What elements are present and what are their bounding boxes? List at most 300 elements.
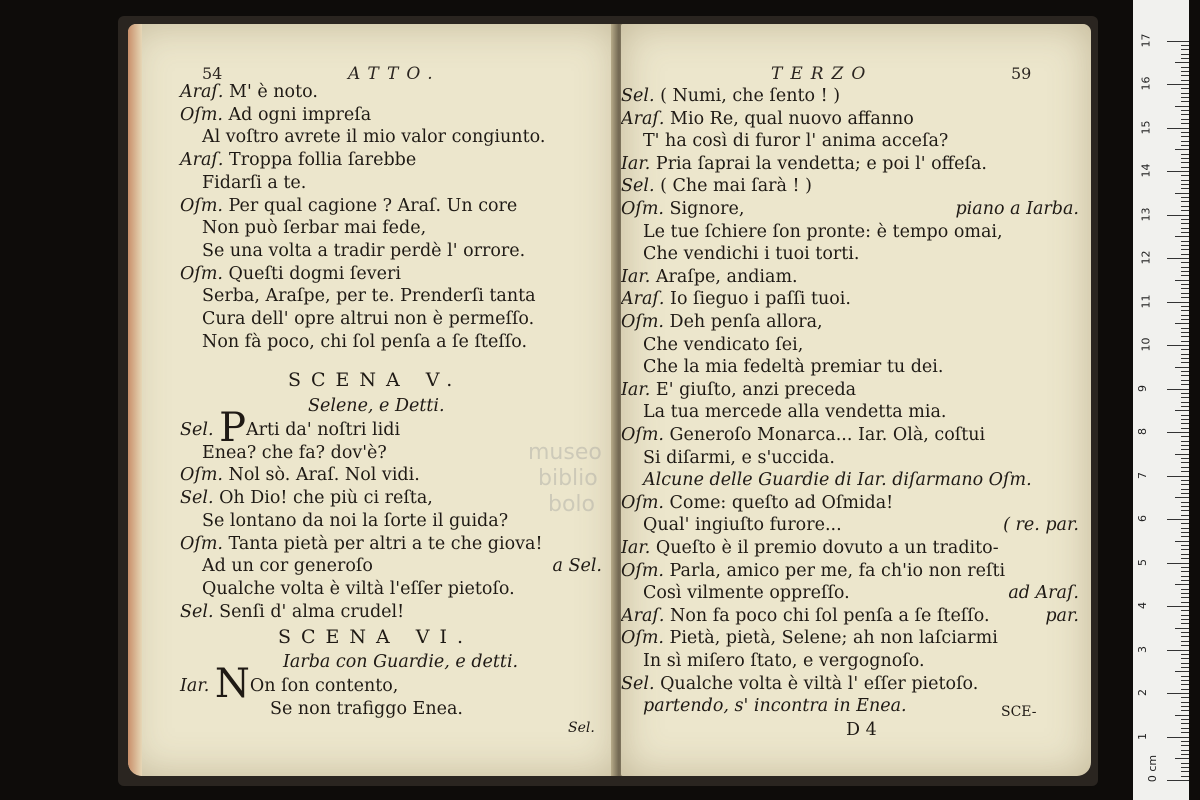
ruler-tick	[1181, 341, 1189, 342]
ruler-tick	[1181, 536, 1189, 537]
ruler-tick	[1181, 371, 1189, 372]
verse-line	[202, 218, 426, 238]
ruler-tick	[1181, 306, 1189, 307]
ruler-tick	[1167, 737, 1189, 738]
ruler-tick	[1167, 563, 1189, 564]
ruler-tick	[1181, 449, 1189, 450]
ruler-tick	[1181, 275, 1189, 276]
right-page	[621, 24, 1091, 776]
ruler-tick	[1175, 410, 1189, 411]
ruler-tick	[1181, 45, 1189, 46]
ruler-number: 7	[1136, 471, 1149, 479]
verse-line	[621, 493, 893, 513]
scene-cast-5: Selene, e Detti.	[308, 396, 445, 416]
ruler-tick	[1167, 650, 1189, 651]
speaker-label: Oſm.	[621, 492, 670, 513]
ruler-tick	[1181, 101, 1189, 102]
ruler-tick	[1181, 75, 1189, 76]
verse-line	[180, 534, 542, 554]
ruler-number: 11	[1139, 294, 1153, 308]
ruler-number: 4	[1136, 602, 1149, 609]
ruler-tick	[1175, 323, 1189, 324]
speaker-label: Araſ.	[621, 108, 671, 129]
verse-line	[202, 241, 525, 261]
ruler-tick	[1181, 271, 1189, 272]
ruler-tick	[1181, 506, 1189, 507]
verse-line	[202, 511, 508, 531]
ruler-tick	[1175, 62, 1189, 63]
speaker-label: Sel.	[621, 86, 661, 106]
line-text: Le tue ſchiere ſon pronte: è tempo omai,	[643, 221, 1003, 242]
ruler-tick	[1181, 206, 1189, 207]
ruler-number: 2	[1136, 689, 1149, 696]
ruler-tick	[1181, 88, 1189, 89]
ruler-tick	[1181, 380, 1189, 381]
ruler-tick	[1181, 132, 1189, 133]
line-text: Pria ſaprai la vendetta; e poi l' offeſa.	[655, 153, 987, 174]
verse-line	[621, 109, 914, 129]
ruler-tick	[1181, 602, 1189, 603]
speaker-label: Araſ.	[180, 150, 230, 171]
line-text: Troppa follia ſarebbe	[229, 150, 417, 171]
ruler-number: 1	[1136, 732, 1149, 740]
verse-line	[643, 448, 835, 468]
ruler-number: 8	[1136, 428, 1149, 435]
scene-heading-6: SCENA VI.	[278, 626, 474, 648]
ruler-number: 5	[1136, 558, 1149, 566]
verse-line	[180, 82, 318, 102]
ruler-tick	[1175, 454, 1189, 455]
scene-heading-5: SCENA V.	[288, 369, 463, 391]
verse-line	[643, 335, 803, 355]
ruler-tick	[1181, 384, 1189, 385]
drop-capital: P	[219, 405, 246, 451]
ruler-tick	[1181, 201, 1189, 202]
speaker-label: Sel.	[180, 488, 220, 509]
line-text: Non può ſerbar mai fede,	[202, 218, 427, 239]
ruler-tick	[1181, 523, 1189, 524]
ruler-tick	[1181, 288, 1189, 289]
verse-line	[643, 696, 907, 716]
ruler-tick	[1181, 319, 1189, 320]
ruler-tick	[1181, 641, 1189, 642]
ruler-tick	[1181, 645, 1189, 646]
ruler-tick	[1181, 402, 1189, 403]
ruler-tick	[1181, 667, 1189, 668]
ruler-tick	[1181, 310, 1189, 311]
ruler-number: 9	[1136, 384, 1149, 392]
line-text: partendo, s' incontra in Enea.	[643, 696, 907, 717]
ruler-tick	[1181, 576, 1189, 577]
verse-line	[621, 267, 798, 287]
line-text: Generoſo Monarca... Iar. Olà, coſtui	[669, 425, 986, 445]
ruler-tick	[1181, 680, 1189, 681]
line-text: Così vilmente oppreſſo.	[643, 583, 850, 604]
verse-line	[180, 602, 404, 622]
stage-direction: par.	[1045, 605, 1079, 626]
speaker-label: Oſm.	[180, 263, 229, 284]
verse-line	[621, 176, 812, 196]
ruler-tick	[1167, 693, 1189, 694]
ruler-number: 3	[1136, 645, 1149, 653]
ruler-tick	[1181, 93, 1189, 94]
speaker-label: Araſ.	[180, 82, 230, 102]
ruler-tick	[1181, 528, 1189, 529]
ruler-tick	[1167, 258, 1189, 259]
line-text: Qual' ingiuſto furore...	[643, 515, 842, 536]
line-text: Mio Re, qual nuovo affanno	[670, 108, 914, 129]
speaker-label: Oſm.	[621, 560, 670, 581]
speaker-label: Araſ.	[621, 605, 671, 626]
ruler-tick	[1181, 428, 1189, 429]
speaker-label: Araſ.	[621, 289, 671, 310]
ruler-tick	[1181, 123, 1189, 124]
page-number-right: 59	[1011, 64, 1032, 83]
ruler-tick	[1175, 236, 1189, 237]
ruler-tick	[1167, 519, 1189, 520]
line-text: Se non trafiggo Enea.	[270, 699, 463, 719]
speaker-label: Iar.	[621, 266, 656, 287]
ruler-tick	[1181, 197, 1189, 198]
ruler-tick	[1167, 432, 1189, 433]
verse-line	[643, 131, 948, 151]
speaker-label: Iar.	[180, 676, 215, 696]
speaker-label: Oſm.	[180, 195, 229, 216]
ruler-tick	[1175, 758, 1189, 759]
ruler-tick	[1167, 171, 1189, 172]
ruler-tick	[1181, 328, 1189, 329]
watermark-line-3: bolo	[548, 492, 595, 517]
line-text: Io ſieguo i paſſi tuoi.	[670, 289, 851, 310]
ruler-tick	[1175, 628, 1189, 629]
ruler-tick	[1181, 776, 1189, 777]
ruler-tick	[1181, 480, 1189, 481]
verse-line	[621, 606, 990, 626]
ruler-tick	[1181, 549, 1189, 550]
speaker-label: Oſm.	[621, 199, 670, 219]
verse-line	[202, 309, 534, 329]
speaker-label: Oſm.	[180, 465, 229, 486]
ruler-tick	[1175, 280, 1189, 281]
ruler-tick	[1181, 393, 1189, 394]
line-text: M' è noto.	[229, 82, 318, 102]
line-text: In sì miſero ſtato, e vergognoſo.	[643, 651, 925, 671]
speaker-label: Oſm.	[621, 425, 670, 445]
ruler-tick	[1167, 84, 1189, 85]
verse-line	[202, 443, 387, 463]
verse-line	[180, 105, 371, 125]
ruler-tick	[1175, 584, 1189, 585]
ruler-tick	[1181, 619, 1189, 620]
ruler-tick	[1181, 284, 1189, 285]
speaker-label: Oſm.	[180, 104, 229, 125]
ruler-tick	[1181, 97, 1189, 98]
verse-line	[180, 488, 433, 508]
ruler-tick	[1167, 476, 1189, 477]
speaker-label: Iar.	[621, 379, 656, 400]
ruler-tick	[1181, 119, 1189, 120]
ruler-tick	[1181, 336, 1189, 337]
ruler-tick	[1181, 502, 1189, 503]
line-text: Cura dell' opre altrui non è permeſſo.	[202, 309, 535, 329]
drop-capital: N	[214, 661, 250, 707]
line-text: Fidarſi a te.	[202, 172, 307, 193]
ruler-tick	[1181, 145, 1189, 146]
ruler-tick	[1181, 293, 1189, 294]
ruler-tick	[1181, 136, 1189, 137]
ruler-tick	[1167, 128, 1189, 129]
ruler-tick	[1181, 741, 1189, 742]
line-text: Enea? che fa? dov'è?	[202, 442, 387, 463]
ruler-tick	[1181, 462, 1189, 463]
ruler-number: 14	[1139, 163, 1153, 178]
ruler-tick	[1167, 215, 1189, 216]
ruler-tick	[1181, 580, 1189, 581]
ruler-tick	[1175, 541, 1189, 542]
line-text: Non fà poco, chi ſol penſa a ſe ſteſſo.	[202, 331, 528, 352]
ruler-tick	[1181, 423, 1189, 424]
verse-line	[643, 470, 1032, 490]
ruler-tick	[1181, 554, 1189, 555]
line-text: Senſi d' alma crudel!	[219, 601, 405, 622]
ruler-tick	[1181, 362, 1189, 363]
page-number-left: 54	[202, 64, 223, 83]
line-text: On ſon contento,	[249, 676, 399, 696]
line-text: Non fa poco chi ſol penſa a ſe ſteſſo.	[670, 605, 990, 626]
catchword-left: Sel.	[568, 720, 595, 736]
ruler-tick	[1181, 141, 1189, 142]
speaker-label: Sel.	[180, 420, 220, 440]
ruler-tick	[1181, 545, 1189, 546]
ruler-tick	[1181, 750, 1189, 751]
ruler-number: 12	[1139, 250, 1153, 265]
ruler-tick	[1181, 358, 1189, 359]
ruler-tick	[1175, 497, 1189, 498]
ruler-tick	[1181, 210, 1189, 211]
ruler-tick	[1181, 232, 1189, 233]
ruler-tick	[1181, 354, 1189, 355]
speaker-label: Oſm.	[621, 628, 670, 649]
line-text: Che vendicato ſei,	[643, 334, 804, 355]
line-text: Si diſarmi, e s'uccida.	[643, 447, 835, 468]
line-text: Qualche volta è viltà l' eſſer pietoſo.	[660, 673, 979, 694]
ruler-tick	[1181, 676, 1189, 677]
verse-line	[643, 244, 859, 264]
line-text: E' giuſto, anzi preceda	[655, 379, 857, 400]
verse-line	[643, 651, 925, 671]
verse-line	[180, 661, 399, 707]
ruler-number: 13	[1139, 207, 1153, 221]
verse-line	[621, 538, 999, 558]
ruler-tick	[1181, 167, 1189, 168]
ruler-tick	[1181, 484, 1189, 485]
verse-line	[621, 628, 998, 648]
ruler-tick	[1175, 193, 1189, 194]
line-text: Alcune delle Guardie di Iar. diſarmano Oſm.	[643, 470, 1032, 491]
ruler-tick	[1181, 636, 1189, 637]
left-page	[128, 24, 618, 776]
ruler-tick	[1181, 219, 1189, 220]
ruler-tick	[1181, 154, 1189, 155]
line-text: Pietà, pietà, Selene; ah non laſciarmi	[669, 628, 998, 649]
ruler-tick	[1181, 436, 1189, 437]
line-text: Se lontano da noi la ſorte il guida?	[202, 510, 509, 531]
catchword-right: SCE-	[1001, 704, 1037, 720]
verse-line	[621, 289, 851, 309]
ruler-tick	[1181, 732, 1189, 733]
ruler-number: 6	[1136, 515, 1149, 522]
verse-line	[621, 86, 840, 106]
ruler-tick	[1181, 249, 1189, 250]
line-text: Che vendichi i tuoi torti.	[643, 244, 860, 265]
ruler-tick	[1181, 315, 1189, 316]
verse-line	[621, 312, 823, 332]
ruler-tick	[1181, 254, 1189, 255]
ruler-tick	[1181, 615, 1189, 616]
watermark-line-1: museo	[528, 440, 602, 465]
ruler-label-zero: 0 cm	[1146, 754, 1160, 783]
stage-direction: piano a Iarba.	[955, 199, 1079, 219]
ruler-tick	[1181, 397, 1189, 398]
ruler-tick	[1181, 571, 1189, 572]
line-text: ( Che mai ſarà ! )	[660, 176, 812, 197]
verse-line	[202, 173, 306, 193]
ruler-tick	[1181, 510, 1189, 511]
ruler-tick	[1181, 689, 1189, 690]
ruler-tick	[1181, 467, 1189, 468]
ruler-tick	[1181, 297, 1189, 298]
verse-line	[621, 380, 856, 400]
verse-line	[202, 579, 515, 599]
verse-line	[621, 674, 978, 694]
ruler-tick	[1181, 188, 1189, 189]
verse-line	[202, 286, 536, 306]
verse-line	[180, 465, 420, 485]
ruler-tick	[1181, 471, 1189, 472]
line-text: Signore,	[669, 199, 745, 219]
stage-direction: a Sel.	[552, 556, 602, 577]
ruler-tick	[1181, 771, 1189, 772]
ruler-tick	[1181, 228, 1189, 229]
ruler-tick	[1181, 754, 1189, 755]
ruler-tick	[1181, 180, 1189, 181]
ruler-tick	[1181, 558, 1189, 559]
ruler-tick	[1181, 175, 1189, 176]
ruler-tick	[1181, 532, 1189, 533]
ruler-tick	[1167, 389, 1189, 390]
line-text: Nol sò. Araſ. Nol vidi.	[228, 465, 420, 486]
ruler-tick	[1181, 267, 1189, 268]
ruler-tick	[1181, 663, 1189, 664]
line-text: Come: queſto ad Oſmida!	[669, 492, 894, 513]
line-text: Qualche volta è viltà l'eſſer pietoſo.	[202, 578, 515, 599]
ruler-tick	[1181, 593, 1189, 594]
line-text: T' ha così di furor l' anima acceſa?	[643, 131, 949, 152]
ruler-tick	[1181, 728, 1189, 729]
ruler-tick	[1181, 184, 1189, 185]
verse-line	[180, 150, 416, 170]
ruler-tick	[1181, 67, 1189, 68]
ruler-tick	[1181, 406, 1189, 407]
running-header-right: TERZO	[771, 64, 874, 84]
measurement-ruler	[1133, 0, 1189, 800]
verse-line	[180, 264, 401, 284]
speaker-label: Sel.	[621, 673, 661, 694]
line-text: Tanta pietà per altri a te che giova!	[228, 533, 543, 554]
ruler-tick	[1181, 223, 1189, 224]
speaker-label: Sel.	[621, 176, 661, 197]
ruler-tick	[1181, 110, 1189, 111]
ruler-tick	[1175, 671, 1189, 672]
verse-line	[202, 556, 373, 576]
ruler-tick	[1175, 149, 1189, 150]
verse-line	[643, 583, 850, 603]
ruler-tick	[1181, 162, 1189, 163]
line-text: ( Numi, che ſento ! )	[660, 86, 841, 106]
line-text: Serba, Araſpe, per te. Prenderſi tanta	[202, 286, 536, 307]
ruler-tick	[1181, 349, 1189, 350]
ruler-tick	[1181, 445, 1189, 446]
ruler-tick	[1181, 262, 1189, 263]
ruler-tick	[1181, 245, 1189, 246]
ruler-tick	[1181, 58, 1189, 59]
ruler-tick	[1181, 114, 1189, 115]
verse-line	[643, 402, 946, 422]
verse-line	[180, 196, 517, 216]
verse-line	[621, 154, 987, 174]
ruler-tick	[1181, 723, 1189, 724]
verse-line	[270, 699, 463, 719]
ruler-tick	[1167, 302, 1189, 303]
ruler-tick	[1167, 780, 1189, 781]
ruler-tick	[1175, 106, 1189, 107]
line-text: Ad un cor generoſo	[202, 556, 373, 577]
ruler-tick	[1181, 767, 1189, 768]
stage-direction: ad Araſ.	[1008, 583, 1079, 604]
ruler-tick	[1181, 623, 1189, 624]
verse-line	[621, 561, 1005, 581]
line-text: Queſti dogmi ſeveri	[228, 263, 401, 284]
ruler-tick	[1181, 49, 1189, 50]
verse-line	[180, 405, 401, 451]
stage-direction: ( re. par.	[1003, 515, 1079, 536]
ruler-tick	[1181, 710, 1189, 711]
ruler-tick	[1181, 71, 1189, 72]
ruler-tick	[1181, 332, 1189, 333]
line-text: La tua mercede alla vendetta mia.	[643, 402, 947, 423]
ruler-tick	[1181, 54, 1189, 55]
line-text: Oh Dio! che più ci reſta,	[219, 488, 433, 509]
line-text: Arti da' noſtri lidi	[246, 420, 401, 440]
signature-mark: D 4	[846, 720, 877, 740]
verse-line	[643, 515, 842, 535]
ruler-tick	[1181, 763, 1189, 764]
ruler-tick	[1181, 597, 1189, 598]
ruler-number: 16	[1139, 76, 1153, 91]
verse-line	[621, 199, 744, 219]
verse-line	[202, 332, 527, 352]
watermark-line-2: biblio	[538, 466, 598, 491]
line-text: Per qual cagione ? Araſ. Un core	[228, 195, 518, 216]
ruler-tick	[1181, 697, 1189, 698]
ruler-tick	[1181, 654, 1189, 655]
verse-line	[643, 222, 1003, 242]
verse-line	[202, 127, 545, 147]
ruler-tick	[1181, 632, 1189, 633]
ruler-tick	[1181, 419, 1189, 420]
line-text: Queſto è il premio dovuto a un tradito-	[655, 538, 999, 558]
speaker-label: Oſm.	[621, 312, 670, 332]
